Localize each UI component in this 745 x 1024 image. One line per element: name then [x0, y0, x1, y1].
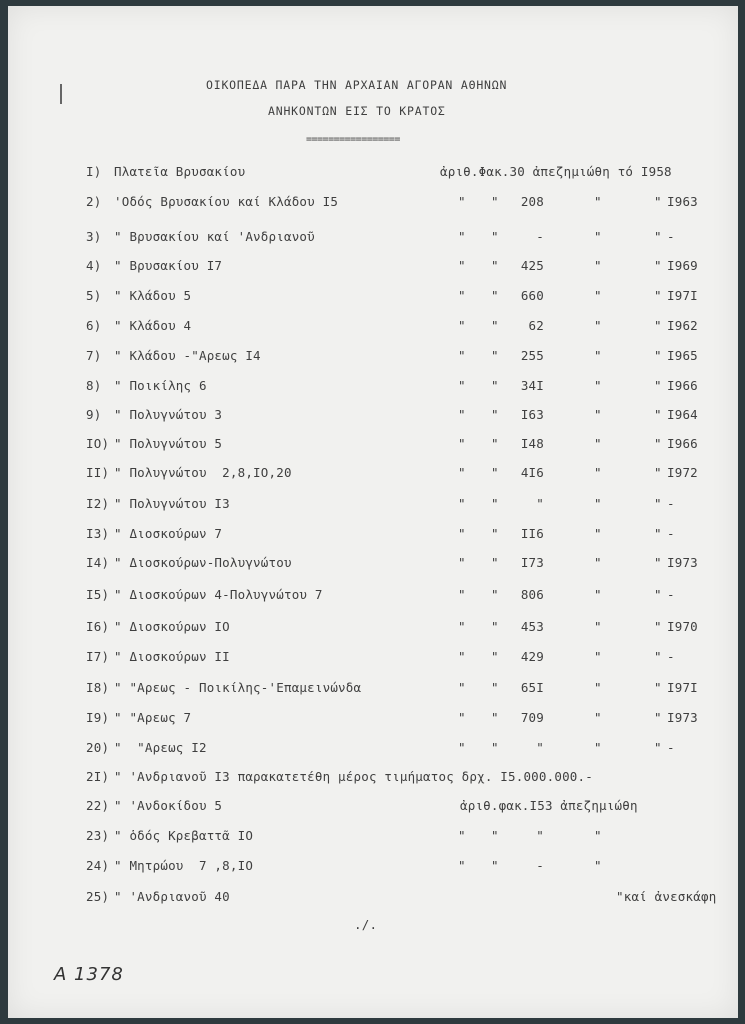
compensation-year: -: [667, 649, 675, 664]
ditto-mark: ": [654, 258, 662, 273]
ditto-mark: ": [594, 680, 602, 695]
ditto-mark: ": [654, 407, 662, 422]
row-address: " Βρυσακίου I7: [114, 258, 223, 273]
ditto-mark: ": [594, 526, 602, 541]
row-address: " Ποικίλης 6: [114, 378, 207, 393]
ditto-mark: ": [594, 318, 602, 333]
file-number: 660: [520, 288, 544, 303]
row-file-info: ἀριθ.Φακ.30 ἀπεζημιώθη τό I958: [440, 164, 672, 179]
row-address: " 'Ανδριανοῦ I3 παρακατετέθη μέρος τιμήματος δρχ. I5.000.000.-: [114, 769, 593, 784]
ditto-mark: ": [594, 649, 602, 664]
ditto-mark: ": [594, 619, 602, 634]
ditto-mark: ": [594, 587, 602, 602]
file-number: 4I6: [520, 465, 544, 480]
ditto-mark: ": [458, 348, 466, 363]
file-number: 425: [520, 258, 544, 273]
row-number: 7): [86, 348, 102, 363]
row-number: 4): [86, 258, 102, 273]
row-number: I9): [86, 710, 110, 725]
file-number: -: [536, 858, 544, 873]
ditto-mark: ": [594, 194, 602, 209]
page-continuation-mark: ./.: [354, 917, 378, 932]
compensation-year: I963: [667, 194, 698, 209]
ditto-mark: ": [458, 194, 466, 209]
ditto-mark: ": [458, 258, 466, 273]
ditto-mark: ": [458, 619, 466, 634]
row-number: 9): [86, 407, 102, 422]
ditto-mark: ": [654, 465, 662, 480]
ditto-mark: ": [594, 740, 602, 755]
row-number: I4): [86, 555, 110, 570]
margin-mark: [60, 84, 62, 104]
file-number: II6: [520, 526, 544, 541]
row-address: " Κλάδου 4: [114, 318, 192, 333]
compensation-year: I970: [667, 619, 698, 634]
row-address: " Διοσκούρων-Πολυγνώτου: [114, 555, 292, 570]
ditto-mark: ": [654, 436, 662, 451]
ditto-mark: ": [654, 194, 662, 209]
row-number: 24): [86, 858, 110, 873]
ditto-mark: ": [458, 407, 466, 422]
row-note: "καί ἀνεσκάφη: [616, 889, 717, 904]
row-address: " Πολυγνώτου 2,8,IO,20: [114, 465, 292, 480]
ditto-mark: ": [458, 378, 466, 393]
row-number: 25): [86, 889, 110, 904]
ditto-mark: ": [654, 740, 662, 755]
ditto-mark: ": [491, 378, 499, 393]
row-number: 20): [86, 740, 110, 755]
file-number: 65I: [520, 680, 544, 695]
row-number: I3): [86, 526, 110, 541]
file-number: 208: [520, 194, 544, 209]
row-number: I): [86, 164, 102, 179]
file-number: I48: [520, 436, 544, 451]
ditto-mark: ": [491, 619, 499, 634]
row-address: " "Αρεως - Ποικίλης-'Επαμεινώνδα: [114, 680, 362, 695]
compensation-year: -: [667, 740, 675, 755]
row-address: " Διοσκούρων 7: [114, 526, 223, 541]
row-number: II): [86, 465, 110, 480]
ditto-mark: ": [654, 526, 662, 541]
row-address: " Πολυγνώτου I3: [114, 496, 230, 511]
compensation-year: I97I: [667, 288, 698, 303]
row-address: " Κλάδου -"Αρεως I4: [114, 348, 261, 363]
row-number: I2): [86, 496, 110, 511]
compensation-year: -: [667, 496, 675, 511]
ditto-mark: ": [654, 288, 662, 303]
ditto-mark: ": [458, 288, 466, 303]
ditto-mark: ": [458, 828, 466, 843]
archive-reference: A 1378: [54, 964, 124, 985]
ditto-mark: ": [458, 465, 466, 480]
file-number: 806: [520, 587, 544, 602]
ditto-mark: ": [491, 740, 499, 755]
ditto-mark: ": [458, 649, 466, 664]
ditto-mark: ": [654, 318, 662, 333]
ditto-mark: ": [458, 318, 466, 333]
row-number: 3): [86, 229, 102, 244]
ditto-mark: ": [654, 710, 662, 725]
row-number: 2I): [86, 769, 110, 784]
ditto-mark: ": [458, 526, 466, 541]
title-line-2: ΑΝΗΚΟΝΤΩΝ ΕΙΣ ΤΟ ΚΡΑΤΟΣ: [268, 104, 446, 118]
compensation-year: -: [667, 587, 675, 602]
ditto-mark: ": [654, 587, 662, 602]
ditto-mark: ": [491, 496, 499, 511]
compensation-year: I964: [667, 407, 698, 422]
file-number: 34I: [520, 378, 544, 393]
file-number: I63: [520, 407, 544, 422]
compensation-year: I973: [667, 555, 698, 570]
ditto-mark: ": [491, 258, 499, 273]
ditto-mark: ": [491, 710, 499, 725]
compensation-year: I962: [667, 318, 698, 333]
row-file-info: ἀριθ.φακ.I53 ἀπεζημιώθη: [460, 798, 638, 813]
row-address: Πλατεῖα Βρυσακίου: [114, 164, 246, 179]
row-address: " Μητρώου 7 ,8,IO: [114, 858, 254, 873]
ditto-mark: ": [458, 496, 466, 511]
ditto-mark: ": [491, 229, 499, 244]
compensation-year: I966: [667, 436, 698, 451]
ditto-mark: ": [491, 858, 499, 873]
row-address: " Διοσκούρων IO: [114, 619, 230, 634]
row-number: 22): [86, 798, 110, 813]
ditto-mark: ": [594, 465, 602, 480]
row-address: 'Οδός Βρυσακίου καί Κλάδου I5: [114, 194, 339, 209]
ditto-mark: ": [491, 680, 499, 695]
file-number: 255: [520, 348, 544, 363]
ditto-mark: ": [491, 555, 499, 570]
row-address: " 'Ανδριανοῦ 40: [114, 889, 230, 904]
row-number: I5): [86, 587, 110, 602]
compensation-year: I965: [667, 348, 698, 363]
ditto-mark: ": [491, 465, 499, 480]
row-address: " "Αρεως I2: [114, 740, 207, 755]
compensation-year: -: [667, 526, 675, 541]
row-number: 5): [86, 288, 102, 303]
ditto-mark: ": [458, 740, 466, 755]
file-number: ": [536, 740, 544, 755]
compensation-year: I969: [667, 258, 698, 273]
compensation-year: -: [667, 229, 675, 244]
ditto-mark: ": [491, 587, 499, 602]
ditto-mark: ": [491, 828, 499, 843]
file-number: 429: [520, 649, 544, 664]
row-address: " Πολυγνώτου 3: [114, 407, 223, 422]
ditto-mark: ": [491, 649, 499, 664]
file-number: -: [536, 229, 544, 244]
ditto-mark: ": [594, 828, 602, 843]
row-address: " Βρυσακίου καί 'Ανδριανοῦ: [114, 229, 315, 244]
compensation-year: I966: [667, 378, 698, 393]
ditto-mark: ": [491, 318, 499, 333]
row-number: 6): [86, 318, 102, 333]
ditto-mark: ": [594, 258, 602, 273]
ditto-mark: ": [491, 436, 499, 451]
compensation-year: I97I: [667, 680, 698, 695]
ditto-mark: ": [654, 378, 662, 393]
row-number: I7): [86, 649, 110, 664]
file-number: 453: [520, 619, 544, 634]
row-address: " ὁδός Κρεβαττᾶ IO: [114, 828, 254, 843]
ditto-mark: ": [594, 436, 602, 451]
row-address: " 'Ανδοκίδου 5: [114, 798, 223, 813]
ditto-mark: ": [654, 348, 662, 363]
ditto-mark: ": [594, 555, 602, 570]
ditto-mark: ": [458, 555, 466, 570]
ditto-mark: ": [654, 649, 662, 664]
ditto-mark: ": [654, 680, 662, 695]
title-line-1: ΟΙΚΟΠΕΔΑ ΠΑΡΑ ΤΗΝ ΑΡΧΑΙΑΝ ΑΓΟΡΑΝ ΑΘΗΝΩΝ: [206, 78, 508, 92]
row-address: " Διοσκούρων II: [114, 649, 230, 664]
ditto-mark: ": [491, 407, 499, 422]
file-number: 62: [528, 318, 544, 333]
ditto-mark: ": [458, 858, 466, 873]
compensation-year: I972: [667, 465, 698, 480]
ditto-mark: ": [491, 288, 499, 303]
row-number: 8): [86, 378, 102, 393]
row-number: 23): [86, 828, 110, 843]
row-address: " Κλάδου 5: [114, 288, 192, 303]
ditto-mark: ": [654, 229, 662, 244]
ditto-mark: ": [458, 710, 466, 725]
ditto-mark: ": [594, 710, 602, 725]
ditto-mark: ": [594, 858, 602, 873]
row-address: " Διοσκούρων 4-Πολυγνώτου 7: [114, 587, 323, 602]
ditto-mark: ": [458, 680, 466, 695]
ditto-mark: ": [491, 194, 499, 209]
row-number: I6): [86, 619, 110, 634]
file-number: ": [536, 496, 544, 511]
ditto-mark: ": [594, 407, 602, 422]
row-number: I8): [86, 680, 110, 695]
ditto-mark: ": [458, 436, 466, 451]
ditto-mark: ": [491, 348, 499, 363]
file-number: I73: [520, 555, 544, 570]
row-number: IO): [86, 436, 110, 451]
ditto-mark: ": [594, 229, 602, 244]
ditto-mark: ": [654, 619, 662, 634]
ditto-mark: ": [594, 378, 602, 393]
ditto-mark: ": [594, 348, 602, 363]
ditto-mark: ": [458, 587, 466, 602]
ditto-mark: ": [594, 288, 602, 303]
compensation-year: I973: [667, 710, 698, 725]
ditto-mark: ": [491, 526, 499, 541]
file-number: 709: [520, 710, 544, 725]
file-number: ": [536, 828, 544, 843]
ditto-mark: ": [654, 555, 662, 570]
row-address: " Πολυγνώτου 5: [114, 436, 223, 451]
ditto-mark: ": [654, 496, 662, 511]
ditto-mark: ": [458, 229, 466, 244]
ditto-mark: ": [594, 496, 602, 511]
title-underline: =================: [306, 134, 400, 145]
row-address: " "Αρεως 7: [114, 710, 192, 725]
row-number: 2): [86, 194, 102, 209]
